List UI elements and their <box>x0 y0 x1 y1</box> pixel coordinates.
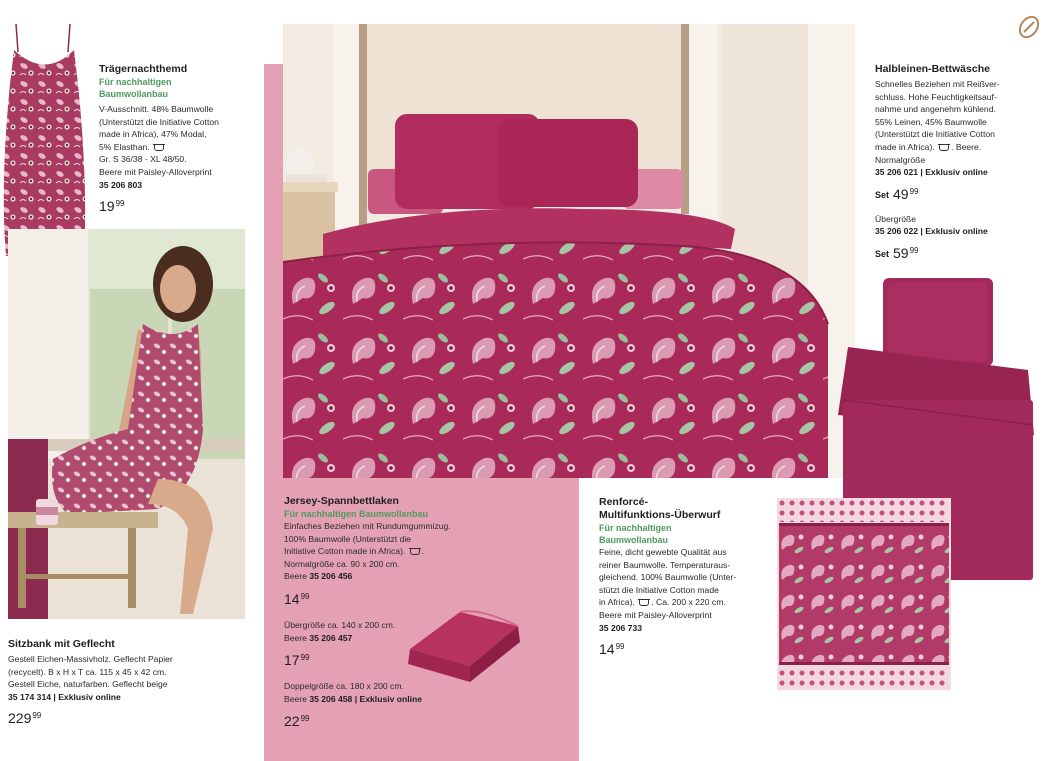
desc-line: Beere mit Paisley-Alloverprint <box>599 609 712 620</box>
washing-symbol-icon <box>639 599 649 606</box>
desc-line: gleichend. 100% Baumwolle (Unter- <box>599 572 737 583</box>
renforce-title <box>599 496 769 522</box>
eco-line: Für nachhaltigen <box>99 77 172 87</box>
renforce-eco-label <box>599 522 769 546</box>
renforce-throw-product-image <box>777 498 951 690</box>
jersey-size2-price: $17^{99}$ <box>284 652 310 669</box>
halbleinen-size2-article-number: 35 206 022 | Exklusiv online <box>875 226 988 237</box>
jersey-price: $14^{99}$ <box>284 590 310 607</box>
jersey-description <box>284 520 574 583</box>
nightdress-description <box>99 103 259 179</box>
nightdress-eco-label <box>99 76 259 100</box>
nightdress-title: Trägernachthemd <box>99 63 188 75</box>
washing-symbol-icon <box>154 144 164 151</box>
desc-line: Normalgröße ca. 90 x 200 cm. <box>284 558 400 569</box>
title-line: Multifunktions-Überwurf <box>599 509 721 521</box>
halbleinen-description <box>875 78 1045 166</box>
bench-price: $229^{99}$ <box>8 710 42 727</box>
renforce-description <box>599 546 769 622</box>
desc-line: Beere 35 206 458 | Exklusiv online <box>284 693 423 704</box>
jersey-article-number: 35 206 456 <box>309 571 353 582</box>
desc-line: Initiative Cotton made in Africa). . <box>284 546 425 557</box>
halbleinen-price: Set $49^{99}$ <box>875 185 919 202</box>
bench-title: Sitzbank mit Geflecht <box>8 638 115 650</box>
eco-line: Baumwollanbau <box>599 535 669 545</box>
jersey-size3-article-number: 35 206 458 | Exklusiv online <box>309 693 423 704</box>
bench-description <box>8 653 258 691</box>
jersey-eco-label: Für nachhaltigen Baumwollanbau <box>284 509 429 519</box>
washing-symbol-icon <box>410 548 420 555</box>
desc-line: Beere 35 206 457 <box>284 632 353 643</box>
desc-line: V-Ausschnitt. 48% Baumwolle <box>99 104 214 114</box>
desc-line: Schnelles Beziehen mit Reißver- <box>875 79 1000 89</box>
halbleinen-size2-price: Set $59^{99}$ <box>875 244 919 261</box>
title-line: Renforcé- <box>599 496 649 508</box>
desc-line: Doppelgröße ca. 180 x 200 cm. <box>284 681 404 692</box>
desc-line: (Unterstützt die Initiative Cotton <box>875 129 995 140</box>
desc-line: Gr. S 36/38 - XL 48/50. <box>99 154 187 165</box>
desc-line: Gestell Eiche, naturfarben. Geflecht beige <box>8 679 168 690</box>
desc-line: 100% Baumwolle (Unterstützt die <box>284 533 412 544</box>
desc-line: 55% Leinen, 45% Baumwolle <box>875 116 987 127</box>
desc-line: Übergröße ca. 140 x 200 cm. <box>284 619 396 630</box>
renforce-price: $14^{99}$ <box>599 641 625 658</box>
tchibo-coffee-bean-icon <box>1016 14 1042 40</box>
desc-line: (recycelt). B x H x T ca. 115 x 45 x 42 cm. <box>8 666 167 677</box>
desc-line: schluss. Hohe Feuchtigkeitsauf- <box>875 91 997 102</box>
woman-on-bench-photo <box>8 229 245 619</box>
desc-line: Normalgröße <box>875 154 926 165</box>
desc-line: made in Africa), 47% Modal, <box>99 129 207 140</box>
desc-line: 5% Elasthan. <box>99 141 259 154</box>
eco-line: Für nachhaltigen <box>599 523 672 533</box>
desc-line: Gestell Eichen-Massivholz. Geflecht Papier <box>8 654 173 664</box>
jersey-size2-article-number: 35 206 457 <box>309 632 353 643</box>
halbleinen-title: Halbleinen-Bettwäsche <box>875 63 990 75</box>
nightdress-price: $19^{99}$ <box>99 198 125 215</box>
nightdress-article-number: 35 206 803 <box>99 179 143 190</box>
desc-line: nahme und angenehm kühlend. <box>875 104 996 115</box>
eco-line: Baumwollanbau <box>99 89 169 99</box>
halbleinen-article-number: 35 206 021 | Exklusiv online <box>875 167 988 178</box>
washing-symbol-icon <box>939 144 949 151</box>
desc-line: reiner Baumwolle. Temperaturaus- <box>599 559 731 570</box>
fitted-sheet-product-image <box>400 604 525 689</box>
desc-line: in Africa). . Ca. 200 x 220 cm. <box>599 597 726 608</box>
desc-line: Feine, dicht gewebte Qualität aus <box>599 547 727 557</box>
desc-line: Beere mit Paisley-Alloverprint <box>99 166 212 177</box>
desc-line: Beere 35 206 456 <box>284 571 353 582</box>
desc-line: (Unterstützt die Initiative Cotton <box>99 116 219 127</box>
desc-line: made in Africa). . Beere. <box>875 141 982 152</box>
renforce-article-number: 35 206 733 <box>599 622 643 633</box>
bench-article-number: 35 174 314 | Exklusiv online <box>8 691 121 702</box>
bedroom-main-photo <box>283 24 855 478</box>
nightdress-product-image <box>0 24 90 260</box>
halbleinen-size2: Übergröße <box>875 213 917 224</box>
jersey-title: Jersey-Spannbettlaken <box>284 495 399 507</box>
jersey-size3-price: $22^{99}$ <box>284 713 310 730</box>
desc-line: stützt die Initiative Cotton made <box>599 584 719 595</box>
desc-line: Einfaches Beziehen mit Rundumgummizug. <box>284 521 451 531</box>
